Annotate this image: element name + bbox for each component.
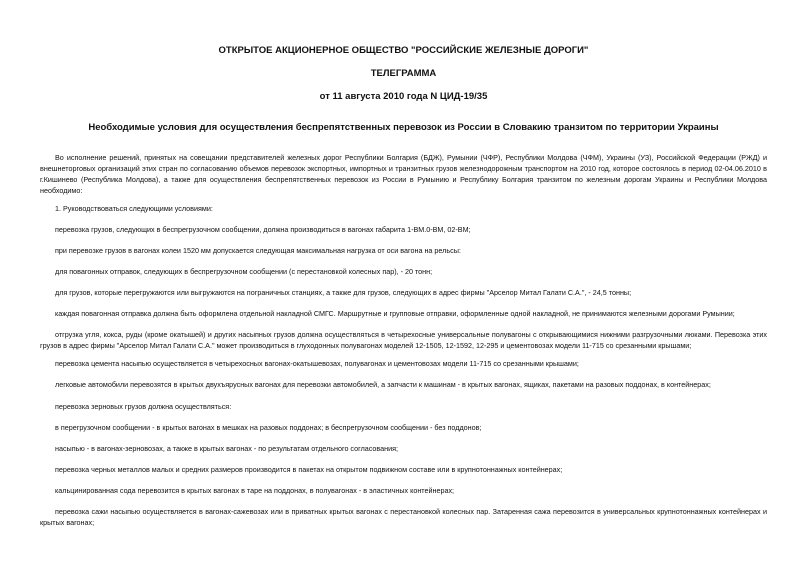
- intro-line-2: внешнеторговых организаций этих стран по согласованию объемов перевозок экспортных, импортных и транзитных грузов железнодорожным транспортом на 2010 год, которое состоялось в период 02-04.06.2010 в: [40, 164, 767, 173]
- intro-line-4: необходимо:: [40, 186, 83, 195]
- paragraph-1520: при перевозке грузов в вагонах колеи 1520 мм допускается следующая максимальная нагрузка от оси вагона на рельсы:: [55, 246, 461, 255]
- soot-line-1: перевозка сажи насыпью осуществляется в вагонах-сажевозах или в приватных крытых вагонах с перестановкой колесных пар. Затаренная сажа перевозится в универсальных крупнотоннажных контейнерах и: [55, 507, 767, 516]
- paragraph-grain: перевозка зерновых грузов должна осуществляться:: [55, 402, 232, 411]
- paragraph-arcelor: для грузов, которые перегружаются или выгружаются на пограничных станциях, а также для грузов, следующих в адрес фирмы "Арселор Митал Галати С.А.", - 24,5 тонны;: [55, 288, 632, 297]
- paragraph-gabarit: перевозка грузов, следующих в беспрегрузочном сообщении, должна производиться в вагонах габарита 1-ВМ.0-ВМ, 02-ВМ;: [55, 225, 471, 234]
- document-title: Необходимые условия для осуществления беспрепятственных перевозок из России в Словакию транзитом по территории Украины: [88, 122, 719, 133]
- item-1-heading: 1. Руководствоваться следующими условиями:: [55, 204, 213, 213]
- paragraph-grain-bags: в перегрузочном сообщении - в крытых вагонах в мешках на разовых поддонах; в беспрегрузочном сообщении - без поддонов;: [55, 423, 482, 432]
- paragraph-grain-bulk: насыпью - в вагонах-зерновозах, а также в крытых вагонах - по результатам отдельного согласования;: [55, 444, 399, 453]
- paragraph-smgs: каждая повагонная отправка должна быть оформлена отдельной накладной СМГС. Маршрутные и групповые отправки, оформленные одной накладной, не принимаются железными дорогами Румынии;: [55, 309, 735, 318]
- paragraph-cement: перевозка цемента насыпью осуществляется в четырехосных вагонах-окатышевозах, полувагонах и цементовозах модели 11-715 со срезанными крышами;: [55, 359, 579, 368]
- paragraph-povagon: для повагонных отправок, следующих в беспрегрузочном сообщении (с перестановкой колесных пар), - 20 тонн;: [55, 267, 433, 276]
- coal-line-2: грузов в адрес фирмы "Арселор Митал Галати С.А." может производиться в глуходонных полувагонах моделей 12-1505, 12-1592, 12-295 и цементовозах модели 11-715 со срезанными крышами;: [40, 341, 692, 350]
- intro-line-1: Во исполнение решений, принятых на совещании представителей железных дорог Республики Болгария (БДЖ), Румынии (ЧФР), Республики Молдова (ЧФМ), Украины (УЗ), Российской Федерации (РЖД) и: [55, 153, 767, 162]
- intro-line-3: г.Кишинево (Республика Молдова), а также для осуществления беспрепятственных перевозок из России в Румынию и Республику Болгария транзитом по железным дорогам Украины и Республики Молдова: [40, 175, 767, 184]
- document-date-number: от 11 августа 2010 года N ЦИД-19/35: [319, 91, 488, 102]
- paragraph-soda: кальцинированная сода перевозится в крытых вагонах в таре на поддонах, в полувагонах - в эластичных контейнерах;: [55, 486, 455, 495]
- coal-line-1: отгрузка угля, кокса, руды (кроме окатышей) и других насыпных грузов должна осуществляться в четырехосные универсальные полувагоны с открывающимися нижними разгрузочными люками. Перевозка этих: [55, 330, 767, 339]
- organization-heading: ОТКРЫТОЕ АКЦИОНЕРНОЕ ОБЩЕСТВО "РОССИЙСКИЕ ЖЕЛЕЗНЫЕ ДОРОГИ": [218, 45, 589, 56]
- soot-line-2: крытых вагонах;: [40, 518, 95, 527]
- document-type-heading: ТЕЛЕГРАММА: [370, 68, 437, 79]
- paragraph-cars: легковые автомобили перевозятся в крытых двухъярусных вагонах для перевозки автомобилей, а запчасти к машинам - в крытых вагонах, ящиках, пакетами на разовых поддонах, в контейнерах;: [55, 380, 711, 389]
- paragraph-metal: перевозка черных металлов малых и средних размеров производится в пакетах на открытом подвижном составе или в крупнотоннажных контейнерах;: [55, 465, 563, 474]
